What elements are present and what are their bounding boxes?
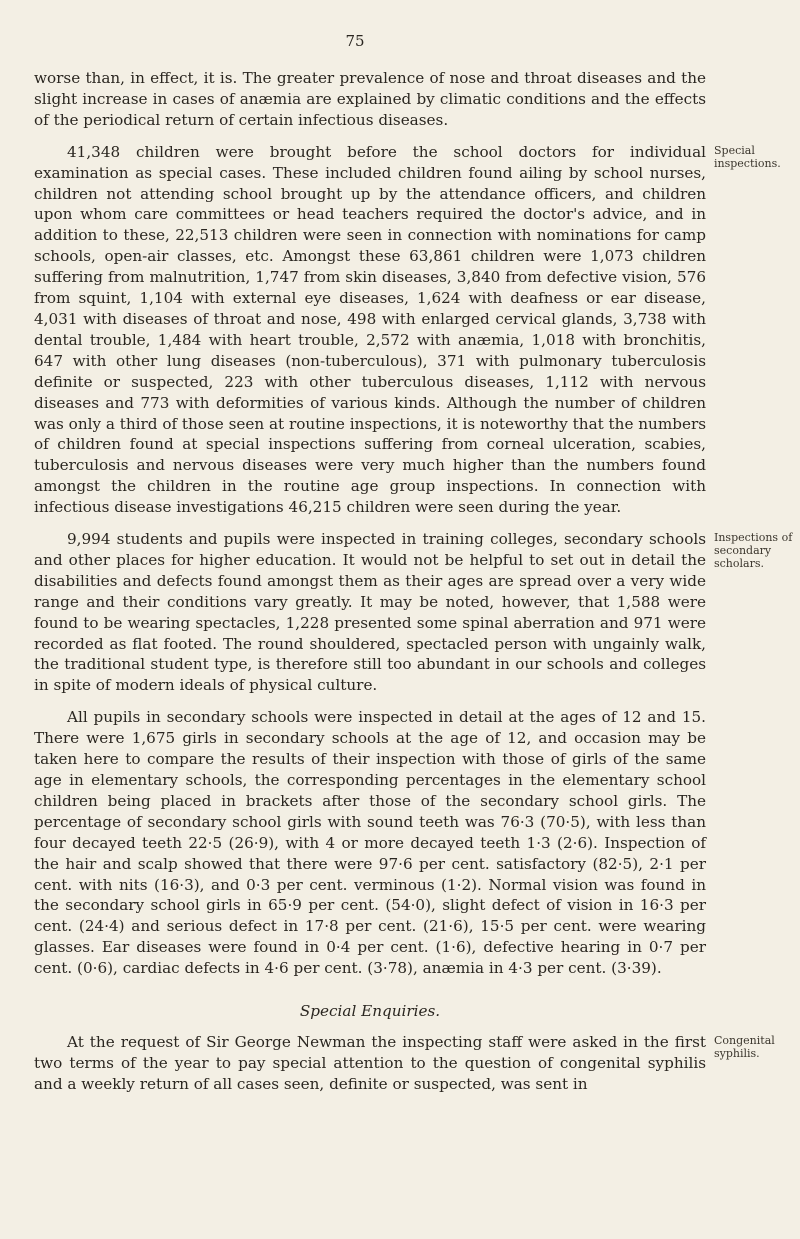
paragraph-special-enquiries [34, 1032, 775, 1095]
paragraph-secondary-scholars [34, 529, 793, 696]
paragraph-special-inspections [34, 142, 781, 518]
margin-note-secondary-scholars: Inspections of secondary scholars. [714, 531, 793, 571]
document-body [34, 68, 793, 1106]
section-heading: Special Enquiries. [299, 1002, 441, 1021]
margin-note-special-inspections: Special inspections. [714, 143, 781, 170]
paragraph-text: 9,994 students and pupils were inspected in training colleges, secondary schools and other places for higher education. It would not be helpful to set out in detail the disabilities and defects found amongst them as their ages are spread over a very wide range and their conditions vary greatly. It may be noted, however, that 1,588 were found to be wearing spectacles, 1,228 presented some spinal aberration and 971 were recorded as flat footed. The round shouldered, spectacled person with ungainly walk, the traditional student type, is therefore still too abundant in our schools and colleges in spite of modern ideals of physical culture. [34, 530, 706, 695]
paragraph-secondary-girls [34, 707, 706, 979]
paragraph-text: worse than, in effect, it is. The greater prevalence of nose and throat diseases and the slight increase in cases of anæmia are explained by climatic conditions and the effects of the periodical return of certain infectious diseases. [34, 69, 706, 129]
paragraph-text: At the request of Sir George Newman the inspecting staff were asked in the first two terms of the year to pay special attention to the question of congenital syphilis and a weekly return of all cases seen, definite or suspected, was sent in [34, 1033, 706, 1093]
paragraph-text: All pupils in secondary schools were inspected in detail at the ages of 12 and 15. There were 1,675 girls in secondary schools at the age of 12, and occasion may be taken here to compare the results of their inspection with those of girls of the same age in elementary schools, the corresponding percentages in the elementary school children being placed in brackets after those of the secondary school girls. The percentage of secondary school girls with sound teeth was 76·3 (70·5), with less than four decayed teeth 22·5 (26·9), with 4 or more decayed teeth 1·3 (2·6). Inspection of the hair and scalp showed that there were 97·6 per cent. satisfactory (82·5), 2·1 per cent. with nits (16·3), and 0·3 per cent. verminous (1·2). Normal vision was found in the secondary school girls in 65·9 per cent. (54·0), slight defect of vision in 16·3 per cent. (24·4) and serious defect in 17·8 per cent. (21·6), 15·5 per cent. were wearing glasses. Ear diseases were found in 0·4 per cent. (1·6), defective hearing in 0·7 per cent. (0·6), cardiac defects in 4·6 per cent. (3·78), anæmia in 4·3 per cent. (3·39). [34, 708, 706, 978]
page-number: 75 [345, 32, 365, 50]
paragraph-text: 41,348 children were brought before the school doctors for individual examination as special cases. These included children found ailing by school nurses, children not attending school brought up by the attendance officers, and children upon whom care committees or head teachers required the doctor's advice, and in addition to these, 22,513 children were seen in connection with nominations for camp schools, open-air classes, etc. Amongst these 63,861 children were 1,073 children suffering from malnutrition, 1,747 from skin diseases, 3,840 from defective vision, 576 from squint, 1,104 with external eye diseases, 1,624 with deafness or ear disease, 4,031 with diseases of throat and nose, 498 with enlarged cervical glands, 3,738 with dental trouble, 1,484 with heart trouble, 2,572 with anæmia, 1,018 with bronchitis, 647 with other lung diseases (non-tuberculous), 371 with pulmonary tuberculosis definite or suspected, 223 with other tuberculous diseases, 1,112 with nervous diseases and 773 with deformities of various kinds. Although the number of children was only a third of those seen at routine inspections, it is noteworthy that the numbers of children found at special inspections suffering from corneal ulceration, scabies, tuberculosis and nervous diseases were very much higher than the numbers found amongst the children in the routine age group inspections. In connection with infectious disease investigations 46,215 children were seen during the year. [34, 142, 706, 517]
margin-note-congenital-syphilis: Congenital syphilis. [714, 1034, 775, 1061]
paragraph-continuation [34, 68, 706, 131]
